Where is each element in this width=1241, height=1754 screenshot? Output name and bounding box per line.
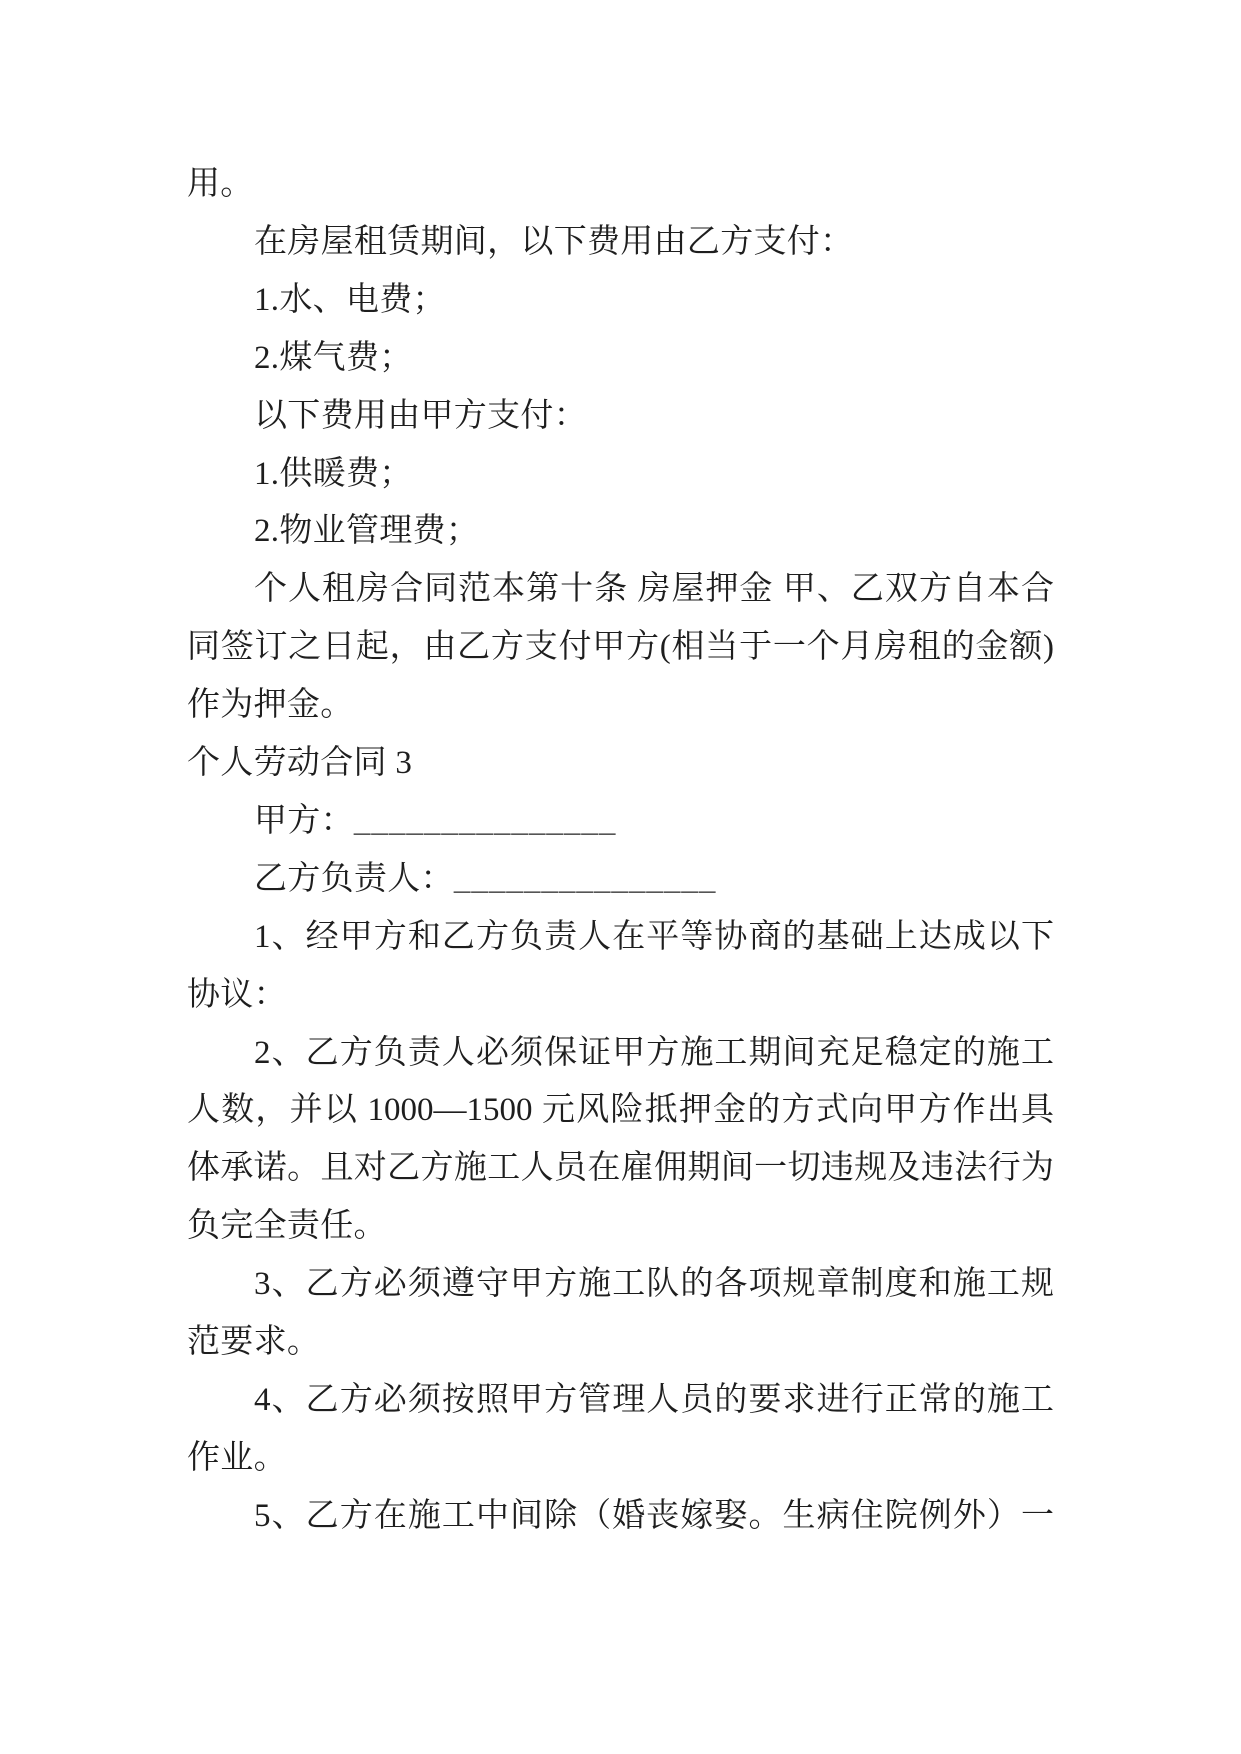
landlord-fee-item: 1.供暖费； [254, 456, 413, 492]
landlord-fee-item: 2.物业管理费； [254, 513, 480, 549]
clause-line: 5、乙方在施工中间除（婚丧嫁娶。生病住院例外）一 [254, 1498, 1054, 1534]
deposit-clause-line: 个人租房合同范本第十条 房屋押金 甲、乙双方自本合 [254, 571, 1054, 607]
landlord-fees-intro: 以下费用由甲方支付： [254, 398, 587, 434]
tenant-fee-item: 1.水、电费； [254, 282, 446, 318]
clause-line: 1、经甲方和乙方负责人在平等协商的基础上达成以下 [254, 919, 1054, 955]
tenant-fee-item: 2.煤气费； [254, 340, 413, 376]
deposit-clause-line: 同签订之日起，由乙方支付甲方(相当于一个月房租的金额) [187, 629, 1054, 665]
clause-line: 负完全责任。 [187, 1208, 387, 1244]
party-a-label: 甲方： [254, 803, 354, 839]
party-a-blank: _______________ [353, 803, 617, 839]
party-b-blank: _______________ [453, 861, 717, 897]
clause-line: 作业。 [187, 1440, 287, 1476]
clause-line: 4、乙方必须按照甲方管理人员的要求进行正常的施工 [254, 1382, 1054, 1418]
clause-line: 人数，并以 1000—1500 元风险抵押金的方式向甲方作出具 [187, 1092, 1054, 1128]
clause-line: 范要求。 [187, 1324, 321, 1360]
continuation-text: 用。 [187, 166, 254, 202]
clause-line: 协议： [187, 977, 287, 1013]
clause-line: 2、乙方负责人必须保证甲方施工期间充足稳定的施工 [254, 1035, 1054, 1071]
party-b-line [254, 859, 716, 899]
labor-contract-title: 个人劳动合同 3 [187, 745, 413, 781]
party-b-label: 乙方负责人： [254, 861, 454, 897]
deposit-clause-line: 作为押金。 [187, 687, 354, 723]
clause-line: 体承诺。且对乙方施工人员在雇佣期间一切违规及违法行为 [187, 1150, 1054, 1186]
party-a-line [254, 801, 616, 841]
tenant-fees-intro: 在房屋租赁期间，以下费用由乙方支付： [254, 224, 854, 260]
clause-line: 3、乙方必须遵守甲方施工队的各项规章制度和施工规 [254, 1266, 1054, 1302]
